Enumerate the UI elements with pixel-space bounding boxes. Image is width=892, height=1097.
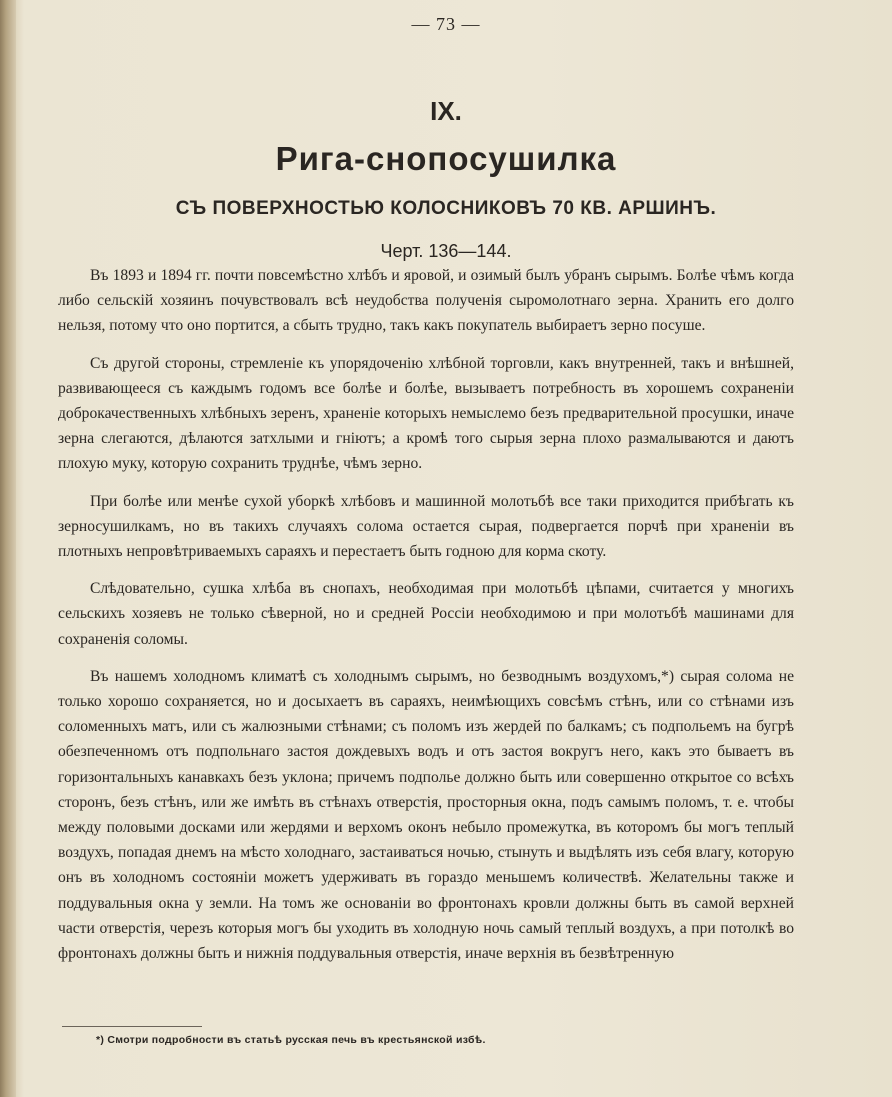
page-subtitle: СЪ ПОВЕРХНОСТЬЮ КОЛОСНИКОВЪ 70 КВ. АРШИНЪ. [175,198,717,219]
paragraph: Въ нашемъ холодномъ климатѣ съ холоднымъ сырымъ, но безводнымъ воздухомъ,*) сырая солома не только хорошо сохраняется, но и досыхаетъ въ сараяхъ, неимѣющихъ совсѣмъ стѣнъ, или со стѣнами изъ соломенныхъ матъ, или съ жалюзными стѣнами; съ поломъ изъ жердей по балкамъ; съ подпольемъ на бугрѣ обезпеченномъ отъ подпольнаго застоя дождевыхъ водъ и отъ застоя вокругъ него, какъ это бываетъ въ горизонтальныхъ канавкахъ безъ уклона; причемъ подполье должно быть или совершенно открытое со всѣхъ сторонъ, безъ стѣнъ, или же имѣть въ стѣнахъ отверстія, просторныя окна, подъ самымъ поломъ, т. е. чтобы между половыми досками или жердями и верхомъ оконъ небыло промежутка, въ которомъ бы могъ теплый воздухъ, попадая днемъ на мѣсто холоднаго, застаиваться ночью, стынуть и выдѣлять изъ себя влагу, которую онъ въ холодномъ состояніи можетъ удерживать въ гораздо меньшемъ количествѣ. Желательны также и поддувальныя окна у земли. На томъ же основаніи во фронтонахъ кровли должны быть въ самой верхней части отверстія, черезъ которыя могъ бы уходить въ холодную ночь самый теплый воздухъ, а при потолкѣ во фронтонахъ должны быть и нижнія поддувальныя отверстія, иначе верхнія въ безвѣтренную [58,667,794,963]
page-number: — 73 — [411,14,481,34]
paragraph: Слѣдовательно, сушка хлѣба въ снопахъ, необходимая при молотьбѣ цѣпами, считается у многихъ сельскихъ хозяевъ не только сѣверной, но и средней Россіи необходимою и при молотьбѣ машинами для сохраненія соломы. [58,580,794,648]
paragraph: Съ другой стороны, стремленіе къ упорядоченію хлѣбной торговли, какъ внутренней, такъ и внѣшней, развивающееся съ каждымъ годомъ все болѣе и болѣе, вызываетъ потребность въ хорошемъ сохраненіи доброкачественныхъ хлѣбныхъ зеренъ, храненіе которыхъ немыслемо безъ предварительной просушки, иначе зерна слегаются, дѣлаются затхлыми и гніютъ; а кромѣ того сырыя зерна плохо размалываются и даютъ плохую муку, которую сохранить труднѣе, чѣмъ зерно. [58,354,794,473]
chapter-number: IX. [430,96,462,126]
paragraph: При болѣе или менѣе сухой уборкѣ хлѣбовъ и машинной молотьбѣ все таки приходится прибѣгать къ зерносушилкамъ, но въ такихъ случаяхъ солома остается сырая, подвергается порчѣ при храненіи въ плотныхъ непровѣтриваемыхъ сараяхъ и перестаетъ быть годною для корма скоту. [58,492,794,561]
body-text [58,263,794,978]
footnote: *) Смотри подробности въ статьѣ русская печь въ крестьянской избѣ. [96,1034,486,1046]
paragraph: Въ 1893 и 1894 гг. почти повсемѣстно хлѣбъ и яровой, и озимый былъ убранъ сырымъ. Болѣе чѣмъ когда либо сельскій хозяинъ почувствовалъ всѣ неудобства полученія сыромолотнаго зерна. Хранить его долго нельзя, потому что оно портится, а сбыть трудно, такъ какъ покупатель выбираетъ зерно посуше. [58,267,794,335]
figure-reference: Черт. 136—144. [380,241,512,261]
footnote-divider [62,1026,202,1027]
page-title: Рига-снопосушилка [275,140,617,177]
